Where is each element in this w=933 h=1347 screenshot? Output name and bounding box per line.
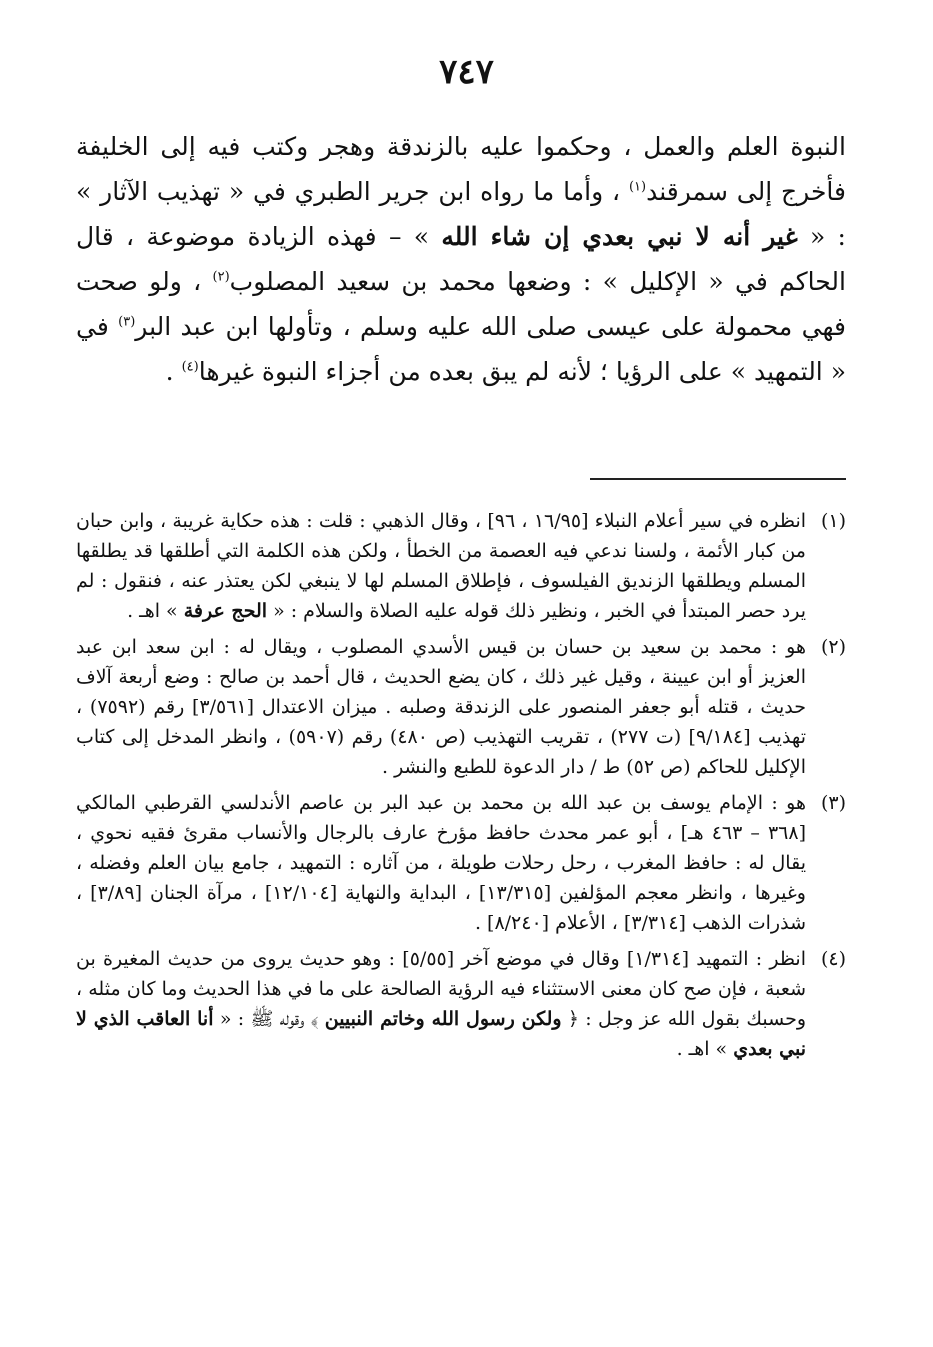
footnote-number: (٣) [820,792,846,814]
main-text-part: . [165,357,182,386]
footnote-reference: (٣) [118,314,136,330]
quoted-verse-text: ولكن رسول الله وخاتم النبيين [324,1008,562,1030]
main-paragraph [76,124,846,394]
main-text-part: في « التمهيد » على الرؤيا ؛ لأنه لم يبق بعده من أجزاء النبوة غيرها [76,312,846,386]
main-text-part: ، ولو صحت فهي محمولة على عيسى صلى الله عليه وسلم ، وتأولها ابن عبد البر [76,267,846,341]
footnote [76,506,846,626]
quoted-hadith-text: غير أنه لا نبي بعدي إن شاء الله [441,222,798,251]
main-text [76,124,846,394]
footnotes [76,506,846,1070]
footnote-number: (١) [820,510,846,532]
main-text-part: النبوة العلم والعمل ، وحكموا عليه بالزندقة وهجر وكتب فيه إلى الخليفة فأخرج إلى سمرقند [76,132,846,206]
footnote-text [76,506,806,626]
page-number: ٧٤٧ [439,52,494,92]
footnote-text: هو : محمد بن سعيد بن حسان بن قيس الأسدي المصلوب ، ويقال له : ابن سعد ابن عبد العزيز أو ابن عيينة ، وقيل غير ذلك ، كان يضع الحديث ، قال أحمد بن صالح : وضع أربعة آلاف حديث ، قتله أبو جعفر المنصور على الزندقة وصلبه . ميزان الاعتدال [٣/٥٦١] رقم (٧٥٩٢) ، تهذيب [٩/١٨٤] (ت ٢٧٧) ، تقريب التهذيب (ص ٤٨٠) رقم (٥٩٠٧) ، وانظر المدخل إلى كتاب الإكليل للحاكم (ص ٥٢) ط / دار الدعوة للطبع والنشر . [76,636,806,778]
footnote-number: (٢) [820,636,846,658]
footnote-text-part: ﴾ وقوله ﷺ : « [213,1008,325,1030]
footnote-text-part: انظر : التمهيد [١/٣١٤] وقال في موضع آخر [٥/٥٥] : وهو حديث يروى من حديث المغيرة بن شعبة ، فإن صح كان معنى الاستثناء فيه الرؤية الصالحة على ما في هذا الحديث وما كان مثله ، وحسبك بقول الله عز وجل : ﴿ [76,948,807,1030]
footnote-separator [590,478,846,480]
footnote-text-part: انظره في سير أعلام النبلاء [١٦/٩٥ ، ٩٦] ، وقال الذهبي : قلت : هذه حكاية غريبة ، وابن حبان من كبار الأئمة ، ولسنا ندعي فيه العصمة من الخطأ ، ولكن هذه الكلمة التي أطلقها قد يطلقها المسلم ويطلقها الزنديق الفيلسوف ، فإطلاق المسلم لها لا ينبغي لكن يعتذر عنه ، فنقول : لم يرد حصر المبتدأ في الخبر ، ونظير ذلك قوله عليه الصلاة والسلام : « [76,510,807,622]
footnote-reference: (٢) [212,269,230,285]
footnote-reference: (١) [628,179,647,195]
footnote-reference: (٤) [181,359,199,375]
footnote-text-part: » اهـ . [676,1038,734,1060]
footnote-number: (٤) [820,948,846,970]
footnote-text [76,944,806,1064]
footnote-text-part: » اهـ . [127,600,184,622]
main-text-part: ، وأما ما رواه ابن جرير الطبري في « تهذيب الآثار » : « [76,177,846,251]
quoted-hadith-text: الحج عرفة [183,600,268,622]
quoted-hadith-text: أنا العاقب الذي لا نبي بعدي [76,1008,806,1060]
footnote [76,944,846,1064]
footnote [76,632,846,782]
footnote-text: هو : الإمام يوسف بن عبد الله بن محمد بن عبد البر بن عاصم الأندلسي القرطبي المالكي [٣٦٨ – ٤٦٣ هـ] ، أبو عمر محدث حافظ مؤرخ عارف بالرجال والأنساب مقرئ فقيه نحوي ، يقال له : حافظ المغرب ، رحل رحلات طويلة ، من آثاره : التمهيد ، جامع بيان العلم وفضله ، وغيرها ، وانظر معجم المؤلفين [١٣/٣١٥] ، البداية والنهاية [١٢/١٠٤] ، مرآة الجنان [٣/٨٩] ، شذرات الذهب [٣/٣١٤] ، الأعلام [٨/٢٤٠] . [76,792,806,934]
main-text-part: » – فهذه الزيادة موضوعة ، قال الحاكم في « الإكليل » : وضعها محمد بن سعيد المصلوب [76,222,846,296]
footnote [76,788,846,938]
